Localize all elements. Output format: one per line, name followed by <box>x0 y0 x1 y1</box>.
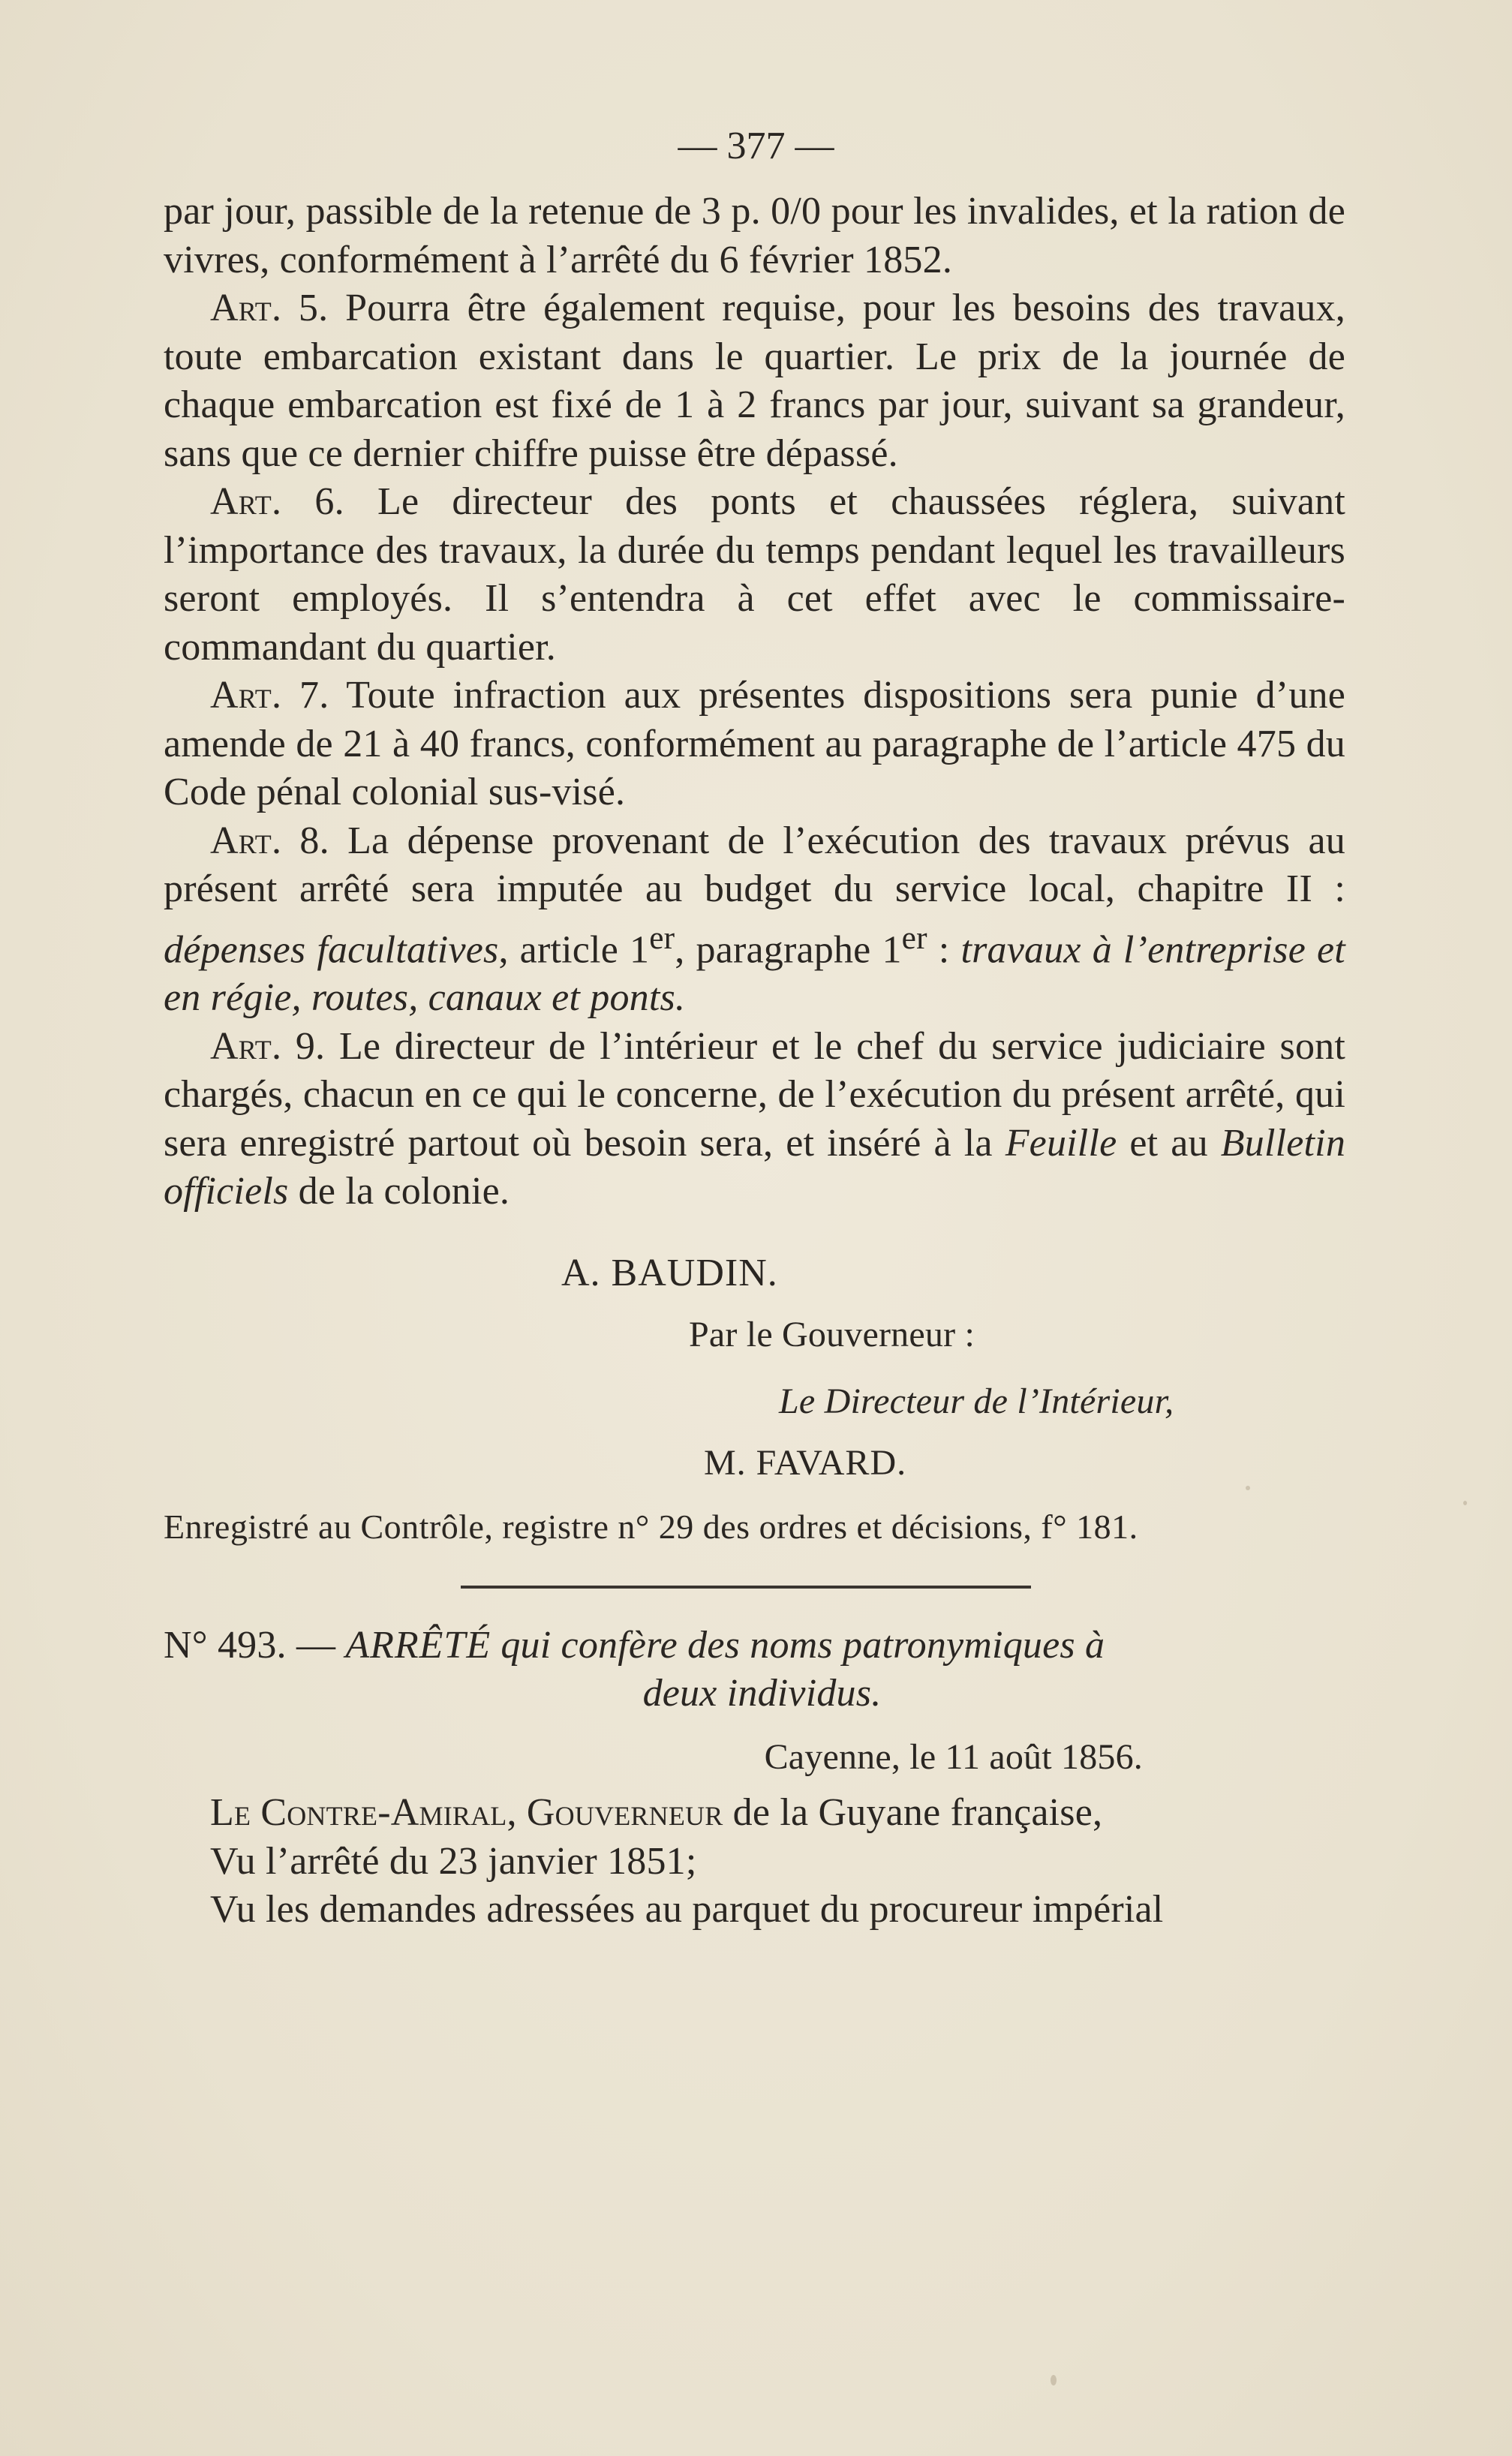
governor-line <box>164 1789 1345 1838</box>
article-8-label: Art. 8. <box>210 819 329 862</box>
article-6-label: Art. 6. <box>210 480 344 523</box>
article-9-text-a: Le directeur de l’intérieur et le chef du service judiciaire sont chargés, chacun en ce qui le concerne, de l’exécution du présent arrêté, qui sera enregistré partout où besoin sera, et inséré à la <box>164 1024 1346 1165</box>
decree-title-b: qui confère des noms patronymiques à <box>500 1624 1105 1667</box>
article-8-text-b: , article 1 <box>498 927 650 971</box>
director-title: Le Directeur de l’Intérieur, <box>779 1381 1174 1421</box>
article-8-sup-a: er <box>649 919 675 956</box>
decree-title-c: deux individus. <box>642 1672 882 1715</box>
article-8-italic-a: dépenses facultatives <box>164 927 499 971</box>
article-5-text: Pourra être également requise, pour les besoins des travaux, toute embarcation existant dans le quartier. Le prix de la journée de chaque embarcation est fixé de 1 à 2 francs par jour, suivant sa grandeur, sans que ce dernier chiffre puisse être dépassé. <box>164 287 1345 475</box>
article-7-label: Art. 7. <box>210 674 329 717</box>
paragraph-continuation-text: par jour, passible de la retenue de 3 p. 0/0 pour les invalides, et la ration de vivres, conformément à l’arrêté du 6 février 1852. <box>164 190 1345 281</box>
article-5-label: Art. 5. <box>210 287 329 329</box>
place-date: Cayenne, le 11 août 1856. <box>764 1736 1143 1777</box>
decree-heading <box>164 1622 1345 1670</box>
article-9-text-b: et au <box>1129 1121 1208 1165</box>
article-8-text-d: : <box>927 927 950 971</box>
director-name: M. FAVARD. <box>704 1443 907 1484</box>
article-9-italic-b: Bulletin officiels <box>164 1121 1346 1213</box>
article-9 <box>164 1023 1345 1216</box>
page-body <box>164 188 1345 1934</box>
section-divider <box>461 1586 1031 1589</box>
article-8-text-c: , paragraphe 1 <box>675 927 902 971</box>
page-number: — 377 — <box>678 125 834 167</box>
article-8-italic-b: travaux à l’entreprise et en régie, routes, canaux et ponts. <box>164 927 1345 1020</box>
seen-line-2: Vu les demandes adressées au parquet du procureur impérial <box>210 1888 1164 1931</box>
article-6 <box>164 478 1345 672</box>
article-8-text-a: La dépense provenant de l’exécution des travaux prévus au présent arrêté sera imputée au budget du service local, chapitre II : <box>164 819 1346 910</box>
paper-speck <box>1246 1486 1250 1490</box>
decree-title-a: ARRÊTÉ <box>345 1624 491 1667</box>
governor-line-rest: de la Guyane française, <box>732 1791 1103 1835</box>
article-6-text: Le directeur des ponts et chaussées réglera, suivant l’importance des travaux, la durée du temps pendant lequel les travailleurs seront employés. Il s’entendra à cet effet avec le commissaire-commandant du quartier. <box>164 480 1345 669</box>
article-5 <box>164 284 1345 478</box>
article-7-text: Toute infraction aux présentes dispositions sera punie d’une amende de 21 à 40 francs, conformément au paragraphe de l’article 475 du Code pénal colonial sus-visé. <box>164 674 1345 813</box>
registration-note: Enregistré au Contrôle, registre n° 29 des ordres et décisions, f° 181. <box>164 1507 1138 1546</box>
decree-number: N° 493. — <box>164 1624 336 1667</box>
article-9-italic-a: Feuille <box>1005 1121 1117 1165</box>
by-governor: Par le Gouverneur : <box>689 1315 975 1355</box>
signature: A. BAUDIN. <box>561 1251 778 1294</box>
paragraph-continuation <box>164 188 1345 284</box>
article-8 <box>164 817 1345 1023</box>
seen-line-1: Vu l’arrêté du 23 janvier 1851; <box>210 1839 697 1883</box>
paper-speck <box>1463 1501 1467 1505</box>
article-9-label: Art. 9. <box>210 1024 326 1068</box>
article-7 <box>164 672 1345 817</box>
paper-speck <box>1051 2375 1057 2385</box>
article-8-sup-b: er <box>901 919 927 956</box>
governor-line-title: Le Contre-Amiral, Gouverneur <box>210 1791 723 1835</box>
article-9-text-c: de la colonie. <box>298 1170 510 1213</box>
